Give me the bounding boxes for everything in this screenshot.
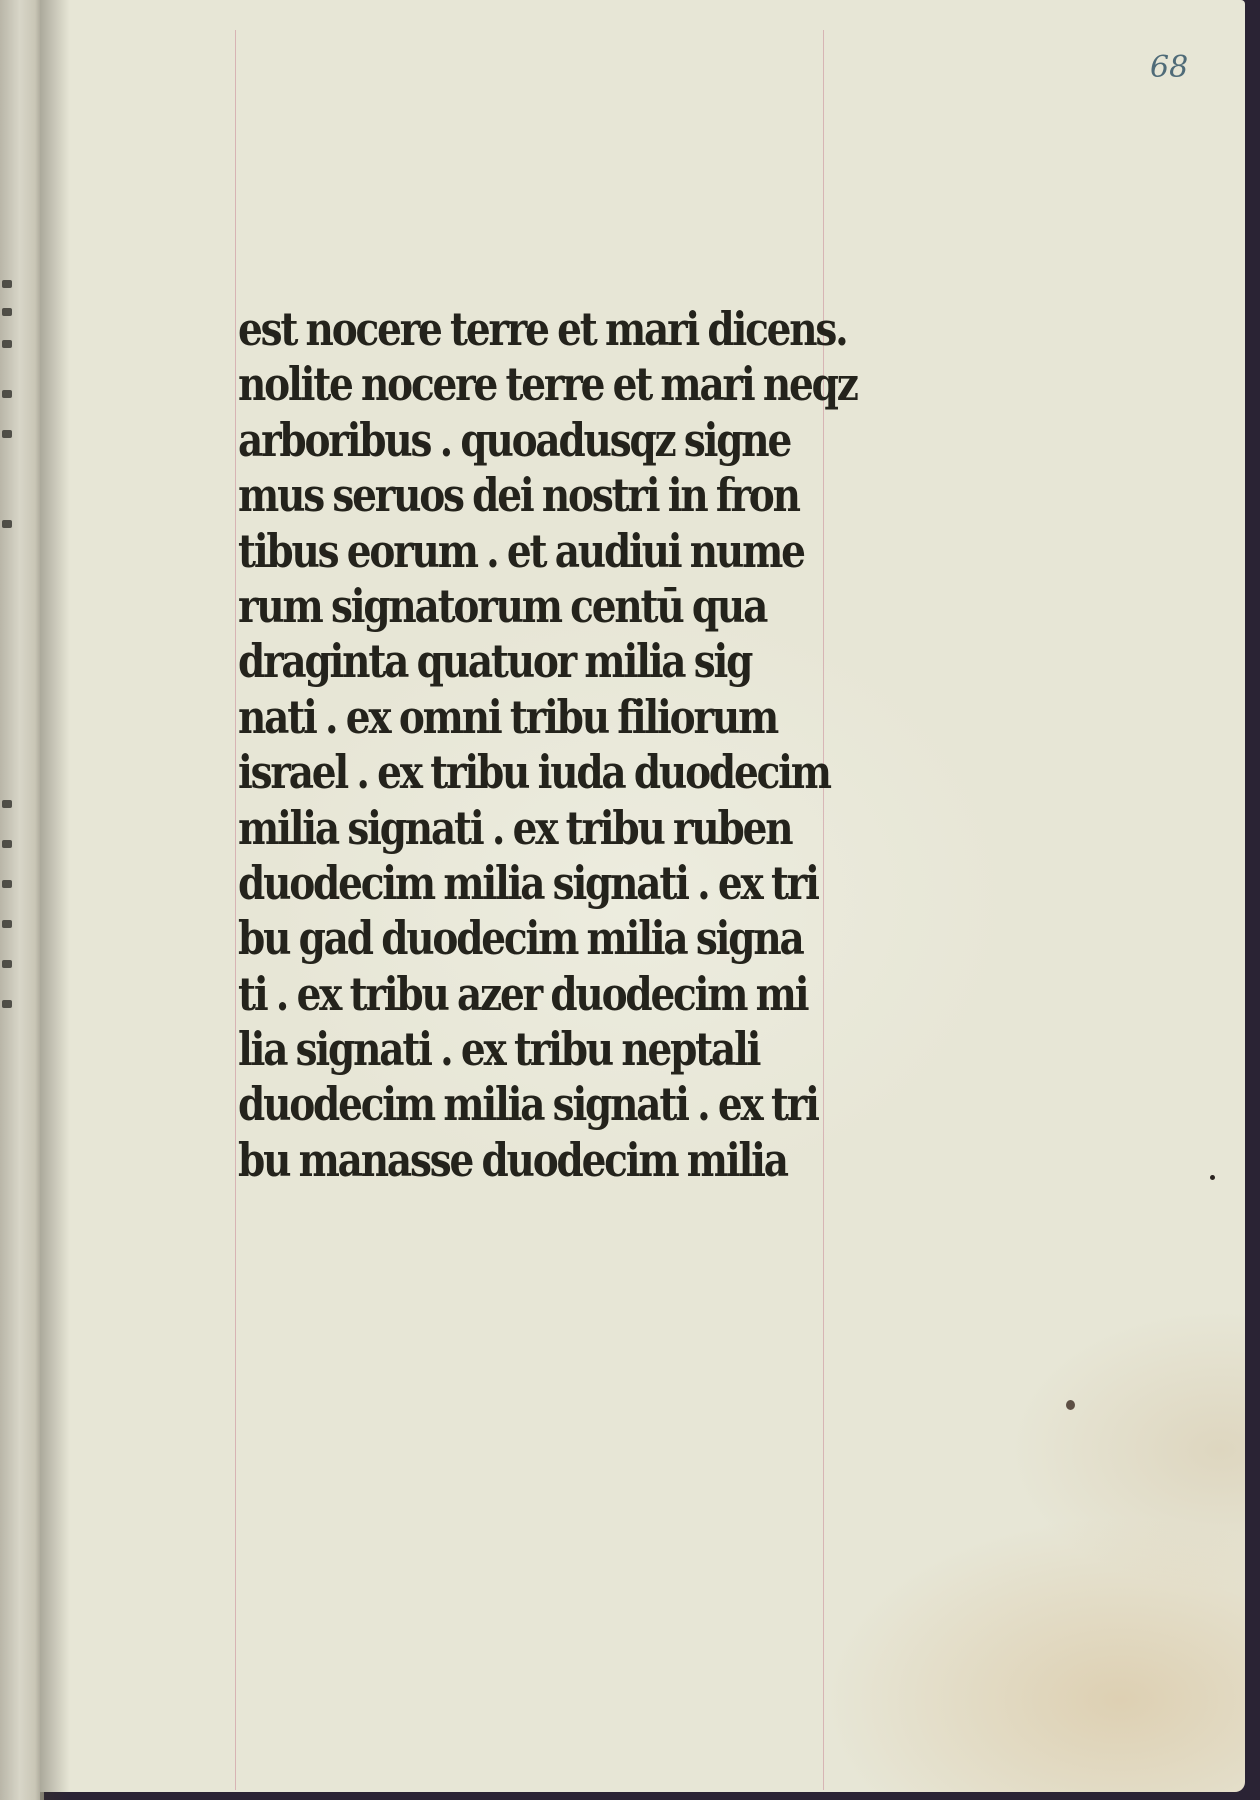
text-column [238, 302, 857, 1189]
ink-spot [1210, 1175, 1215, 1180]
text-line: nolite nocere terre et mari neqz [238, 358, 857, 413]
ink-spot [1066, 1400, 1075, 1410]
text-line: arboribus . quoadusqz signe [238, 413, 791, 468]
text-line: rum signatorum centū qua [238, 579, 767, 634]
gutter-shadow [40, 0, 70, 1800]
text-line: est nocere terre et mari dicens. [238, 302, 847, 358]
text-line: israel . ex tribu iuda duodecim [238, 745, 830, 801]
left-ruling-line [235, 30, 236, 1790]
previous-page-edge [0, 0, 44, 1800]
text-line: mus seruos dei nostri in fron [238, 468, 799, 524]
previous-page-ink-traces [2, 280, 16, 1180]
text-line: bu manasse duodecim milia [238, 1133, 787, 1188]
text-line: duodecim milia signati . ex tri [238, 856, 818, 911]
text-line: milia signati . ex tribu ruben [238, 801, 792, 856]
folio-number: 68 [1150, 50, 1189, 85]
text-line: tibus eorum . et audiui nume [238, 524, 804, 579]
text-line: bu gad duodecim milia signa [238, 912, 803, 967]
text-line: draginta quatuor milia sig [238, 635, 752, 690]
text-line: nati . ex omni tribu filiorum [238, 690, 778, 745]
text-line: duodecim milia signati . ex tri [238, 1078, 818, 1133]
text-line: ti . ex tribu azer duodecim mi [238, 967, 808, 1022]
text-line: lia signati . ex tribu neptali [238, 1022, 760, 1078]
